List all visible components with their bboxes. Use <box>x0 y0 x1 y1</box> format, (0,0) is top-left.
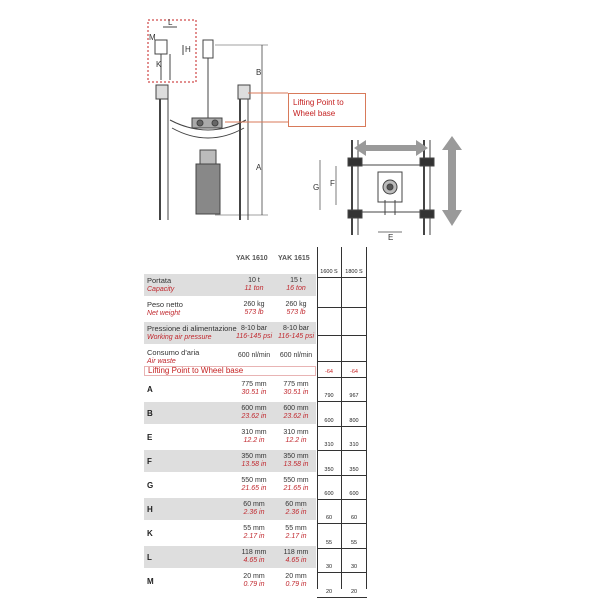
model-2-header: YAK 1615 <box>278 255 310 262</box>
dim-row-g <box>144 474 316 496</box>
dim-row-l <box>144 546 316 568</box>
grid-cell: 310 <box>349 442 359 448</box>
dim-value-1615: 600 mm 23.62 in <box>283 405 309 420</box>
grid-cell: 310 <box>324 442 334 448</box>
vertical-arrow <box>442 136 462 226</box>
grid-cell: 60 <box>325 515 333 521</box>
grid-cell: 600 <box>324 418 334 424</box>
air-pressure-row: Pressione di alimentazione Working air pressure 8-10 bar 116-145 psi 8-10 bar 116-145 psi <box>144 322 316 344</box>
dim-value-1610: 60 mm 2.36 in <box>243 501 265 516</box>
dim-value-1610: 600 mm 23.62 in <box>241 405 267 420</box>
grid-cell: 55 <box>325 540 333 546</box>
grid-row-line <box>317 401 367 402</box>
net-weight-row: Peso netto Net weight 260 kg 573 lb 260 kg 573 lb <box>147 300 307 317</box>
dim-value-1615: 310 mm 12.2 in <box>283 429 309 444</box>
grid-cell: 55 <box>350 540 358 546</box>
dim-value-1610: 550 mm 21.65 in <box>241 477 267 492</box>
dim-value-1610: 310 mm 12.2 in <box>241 429 267 444</box>
grid-row-line <box>317 499 367 500</box>
dim-letter: G <box>147 481 154 490</box>
grid-cell: 30 <box>325 564 333 570</box>
dim-letter: H <box>147 505 153 514</box>
grid-cell: 20 <box>350 589 358 595</box>
dim-E-label: E <box>388 233 394 242</box>
dim-K-label: K <box>156 60 162 69</box>
size-grid <box>317 247 367 595</box>
dim-row-h <box>144 498 316 520</box>
dim-value-1610: 20 mm 0.79 in <box>243 573 265 588</box>
capacity-row: Portata Capacity 10 t 11 ton 15 t 16 ton <box>144 274 316 296</box>
dim-letter: K <box>147 529 153 538</box>
grid-row-line <box>317 475 367 476</box>
detail-pad <box>155 40 167 54</box>
grid-offset-1600s: -64 <box>325 369 333 375</box>
dim-row-m <box>144 570 316 592</box>
callout-line-2: Wheel base <box>293 109 336 118</box>
dim-value-1615: 775 mm 30.51 in <box>283 381 309 396</box>
lifting-point-callout <box>288 93 366 127</box>
grid-cell: 790 <box>324 393 334 399</box>
grid-offset-1800s: -64 <box>350 369 358 375</box>
grid-cell: 600 <box>324 491 334 497</box>
grid-row-line <box>317 523 367 524</box>
grid-cell: 350 <box>349 467 359 473</box>
dim-H-label: H <box>185 45 191 54</box>
grid-cell: 60 <box>350 515 358 521</box>
dim-row-b <box>144 402 316 424</box>
dim-value-1615: 55 mm 2.17 in <box>285 525 307 540</box>
grid-cell: 967 <box>349 393 359 399</box>
dim-M-label: M <box>149 33 156 42</box>
dim-value-1615: 60 mm 2.36 in <box>285 501 307 516</box>
grid-row-line <box>317 450 367 451</box>
lifting-point-table-label: Lifting Point to Wheel base <box>144 366 316 376</box>
dim-value-1615: 550 mm 21.65 in <box>283 477 309 492</box>
grid-cell: 800 <box>349 418 359 424</box>
dim-value-1610: 350 mm 13.58 in <box>241 453 267 468</box>
grid-header-1600s: 1600 S <box>320 269 338 275</box>
dim-row-f <box>144 450 316 472</box>
grid-row-line <box>317 597 367 598</box>
dim-value-1610: 775 mm 30.51 in <box>241 381 267 396</box>
dim-letter: M <box>147 577 154 586</box>
grid-cell: 600 <box>349 491 359 497</box>
dim-letter: B <box>147 409 153 418</box>
dim-L-label: L <box>168 18 173 27</box>
grid-row-line <box>317 426 367 427</box>
horizontal-arrow <box>354 140 428 156</box>
dim-A-label: A <box>256 163 262 172</box>
dim-row-k <box>144 522 316 544</box>
dim-letter: F <box>147 457 152 466</box>
grid-cell: 350 <box>324 467 334 473</box>
dim-row-a <box>144 378 316 400</box>
dim-letter: E <box>147 433 153 442</box>
dim-value-1615: 350 mm 13.58 in <box>283 453 309 468</box>
callout-line-1: Lifting Point to <box>293 98 344 107</box>
dim-F-label: F <box>330 179 335 188</box>
grid-cell: 30 <box>350 564 358 570</box>
dim-row-e <box>144 426 316 448</box>
dim-value-1615: 20 mm 0.79 in <box>285 573 307 588</box>
air-waste-row: Consumo d'aria Air waste 600 nl/min 600 nl/min <box>147 348 313 365</box>
dim-letter: A <box>147 385 153 394</box>
grid-header-1800s: 1800 S <box>345 269 363 275</box>
dim-value-1610: 55 mm 2.17 in <box>243 525 265 540</box>
grid-row-line <box>317 572 367 573</box>
dim-B-label: B <box>256 68 262 77</box>
dim-value-1610: 118 mm 4.65 in <box>241 549 267 564</box>
grid-cell: 20 <box>325 589 333 595</box>
grid-row-line <box>317 548 367 549</box>
dim-G-label: G <box>313 183 320 192</box>
dim-letter: L <box>147 553 152 562</box>
dim-value-1615: 118 mm 4.65 in <box>283 549 309 564</box>
model-1-header: YAK 1610 <box>236 255 268 262</box>
